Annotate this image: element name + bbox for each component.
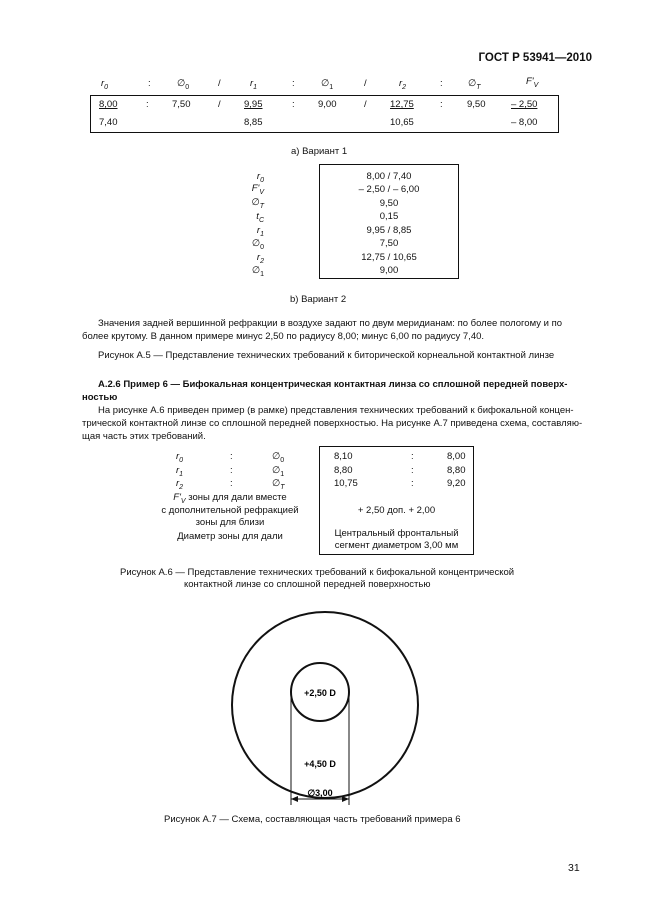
t3-fv-label-3: зоны для близи [195, 517, 265, 528]
t3-fv-label-1: $F'_V$ зоны для дали вместе [173, 492, 287, 505]
body-line: На рисунке А.6 приведен пример (в рамке) представления технических требований к бифокальной концен- [98, 405, 574, 416]
note-line: Значения задней вершинной рефракции в воздухе задают по двум меридианам: по более пологому и по [98, 318, 562, 329]
t3-v2: 8,80 [447, 465, 466, 476]
bifocal-lens-diagram [220, 600, 430, 810]
t2-label-r2: $r_2$ [256, 252, 264, 265]
t2-label-d0: $\emptyset_0$ [251, 238, 264, 251]
t1-head-d0: $\emptyset_0$ [177, 78, 190, 91]
t3-label-r0: $r_0$ [176, 451, 184, 464]
inner-zone-power: +2,50 D [304, 688, 336, 698]
t3-fv-label-2: с дополнительной рефракцией [161, 505, 299, 516]
figure-a5-caption: Рисунок А.5 — Представление технических требований к биторической корнеальной контактной линзе [98, 350, 555, 361]
t3-colon: : [230, 465, 233, 476]
t1-r2-c8: 10,65 [390, 117, 414, 128]
document-header: ГОСТ Р 53941—2010 [478, 52, 592, 64]
t1-r1-c2: 7,50 [172, 99, 191, 110]
outer-zone-power: +4,50 D [304, 759, 336, 769]
outer-zone-circle [232, 612, 418, 798]
caption-variant-1: а) Вариант 1 [291, 146, 348, 157]
t1-r1-c9: : [440, 99, 443, 110]
section-heading: ностью [82, 392, 118, 403]
t1-head-slash: / [364, 78, 367, 89]
t1-r1-c4: 9,95 [244, 99, 263, 110]
body-line: щая часть этих требований. [82, 431, 206, 442]
t3-sep: : [411, 465, 414, 476]
t1-r1-c6: 9,00 [318, 99, 337, 110]
t3-diam-value-1: Центральный фронтальный [334, 528, 459, 539]
t1-head-colon: : [148, 78, 151, 89]
caption-variant-2: b) Вариант 2 [290, 294, 347, 305]
figure-a7-caption: Рисунок А.7 — Схема, составляющая часть требований примера 6 [164, 814, 461, 825]
figure-a6-caption-2: контактной линзе со сплошной передней поверхностью [184, 579, 431, 590]
note-paragraph [82, 317, 592, 343]
t3-v1: 8,10 [334, 451, 353, 462]
t2-value: 9,50 [379, 198, 399, 209]
t1-r2-c4: 8,85 [244, 117, 263, 128]
t1-head-r1: $r_1$ [250, 78, 258, 91]
t3-label-r2: $r_2$ [176, 478, 184, 491]
t2-value: 7,50 [379, 238, 399, 249]
t2-value: 9,00 [379, 265, 399, 276]
t3-v1: 8,80 [334, 465, 353, 476]
t3-v1: 10,75 [334, 478, 358, 489]
t1-r1-c7: / [364, 99, 367, 110]
t1-head-d1: $\emptyset_1$ [321, 78, 334, 91]
inner-diameter-label: ∅3,00 [307, 788, 333, 798]
t3-label-d1: $\emptyset_1$ [272, 465, 285, 478]
t1-head-colon: : [440, 78, 443, 89]
t3-label-r1: $r_1$ [176, 465, 184, 478]
t2-label-r1: $r_1$ [256, 225, 264, 238]
t2-value: 0,15 [379, 211, 399, 222]
t1-head-dt: $\emptyset_T$ [468, 78, 481, 91]
t3-diam-label: Диаметр зоны для дали [177, 531, 283, 542]
section-heading: А.2.6 Пример 6 — Бифокальная концентрическая контактная линза со сплошной передней поверх- [98, 379, 568, 390]
t3-label-dt: $\emptyset_T$ [272, 478, 285, 491]
section-a26 [82, 378, 592, 443]
t2-label-r0: $r_0$ [256, 171, 264, 184]
t3-diam-value-2: сегмент диаметром 3,00 мм [334, 540, 459, 551]
t1-r1-c11: – 2,50 [511, 99, 538, 110]
t1-head-r2: $r_2$ [399, 78, 407, 91]
t2-label-tc: $t_C$ [256, 211, 264, 224]
t1-r1-c1: : [146, 99, 149, 110]
dim-arrow-left [291, 796, 298, 802]
note-line: более крутому. В данном примере минус 2,50 по радиусу 8,00; минус 6,00 по радиусу 7,40. [82, 331, 485, 342]
t1-r1-c10: 9,50 [467, 99, 486, 110]
t2-label-fv: $F'_V$ [251, 183, 264, 196]
t1-head-fv: $F'_V$ [526, 76, 539, 89]
page-number: 31 [568, 862, 580, 874]
t2-value: – 2,50 / – 6,00 [358, 184, 420, 195]
t2-value: 9,95 / 8,85 [366, 225, 412, 236]
t2-label-d1: $\emptyset_1$ [251, 265, 264, 278]
figure-a6-caption-1: Рисунок А.6 — Представление технических требований к бифокальной концентрической [120, 567, 515, 578]
t1-r1-c5: : [292, 99, 295, 110]
t2-label-dt: $\emptyset_T$ [251, 197, 264, 210]
t1-r2-c0: 7,40 [99, 117, 118, 128]
t2-value: 8,00 / 7,40 [366, 171, 412, 182]
t1-head-r0: $r_0$ [101, 78, 109, 91]
t1-r1-c0: 8,00 [99, 99, 118, 110]
t3-colon: : [230, 478, 233, 489]
t3-v2: 9,20 [447, 478, 466, 489]
t1-r2-c11: – 8,00 [511, 117, 538, 128]
t3-colon: : [230, 451, 233, 462]
t2-value: 12,75 / 10,65 [361, 252, 417, 263]
t3-sep: : [411, 478, 414, 489]
t3-label-d0: $\emptyset_0$ [272, 451, 285, 464]
t3-sep: : [411, 451, 414, 462]
t1-head-colon: : [292, 78, 295, 89]
t3-fv-value: + 2,50 доп. + 2,00 [357, 505, 436, 516]
dim-arrow-right [342, 796, 349, 802]
t3-v2: 8,00 [447, 451, 466, 462]
t1-head-slash: / [218, 78, 221, 89]
body-line: трической контактной линзе со сплошной передней поверхностью. На рисунке А.7 приведена схема, составляю- [82, 418, 583, 429]
t1-r1-c3: / [218, 99, 221, 110]
t1-r1-c8: 12,75 [390, 99, 414, 110]
